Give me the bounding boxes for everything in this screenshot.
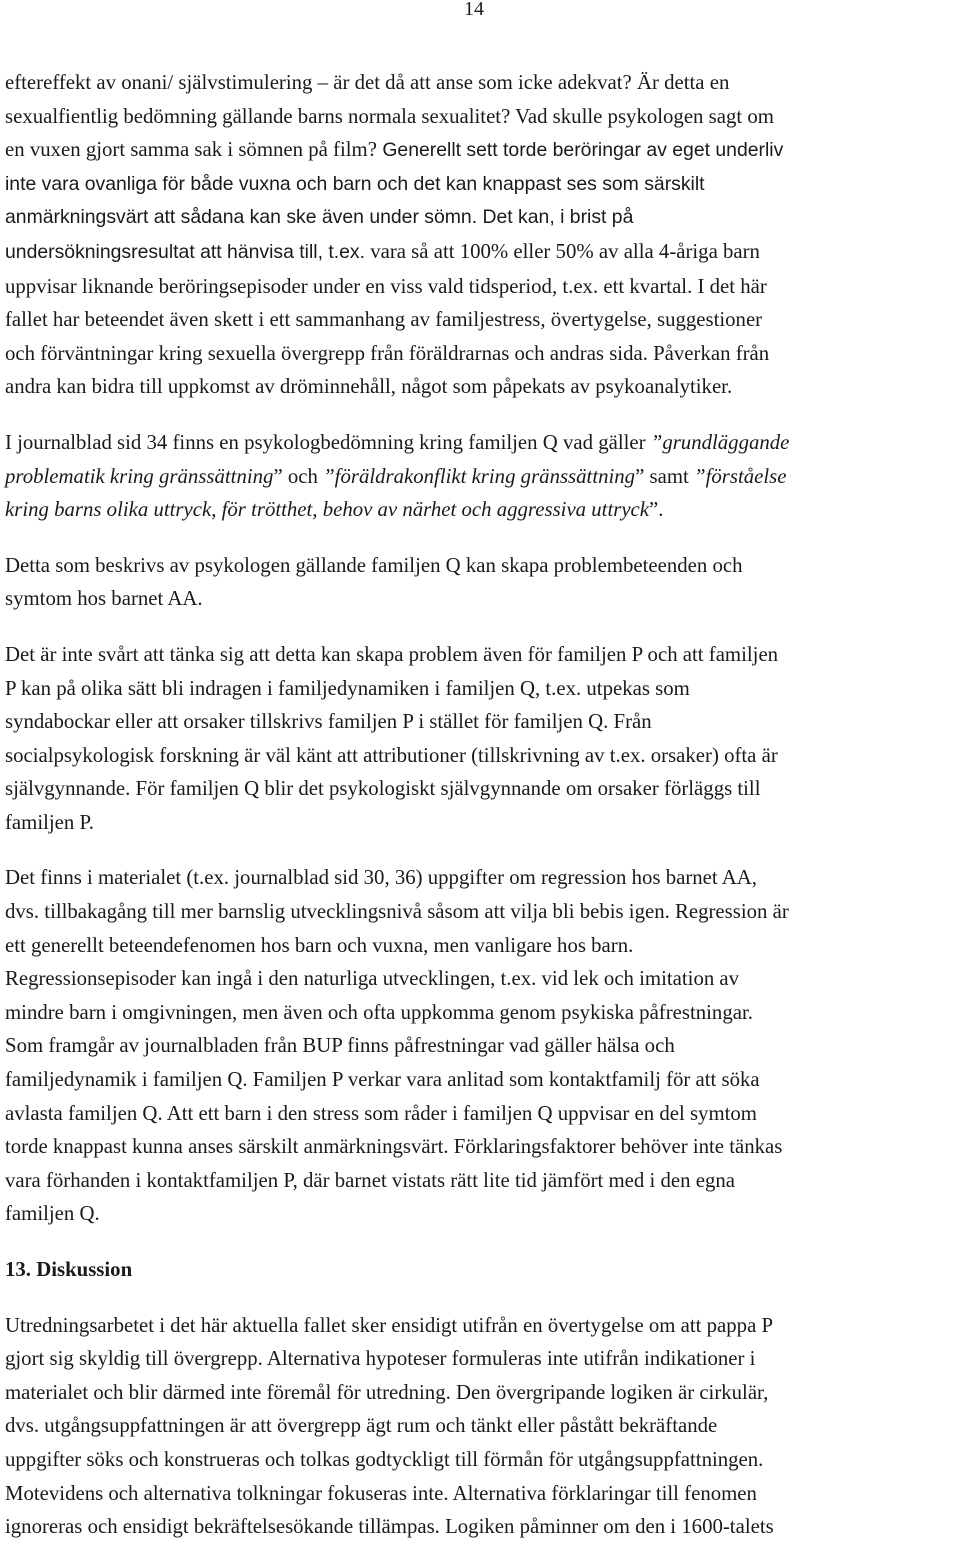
- text-line: gjort sig skyldig till övergrepp. Alternativa hypoteser formuleras inte utifrån indikationer i: [5, 1347, 756, 1371]
- text-line: avlasta familjen Q. Att ett barn i den stress som råder i familjen Q uppvisar en del symtom: [5, 1101, 757, 1125]
- text-line: syndabockar eller att orsaker tillskrivs familjen P i stället för familjen Q. Från: [5, 710, 652, 734]
- text-line: undersökningsresultat att hänvisa till, t.ex. vara så att 100% eller 50% av alla 4-åriga barn: [5, 239, 760, 263]
- text-line: kring barns olika uttryck, för trötthet, behov av närhet och aggressiva uttryck”.: [5, 498, 664, 522]
- text-line: Som framgår av journalbladen från BUP finns påfrestningar vad gäller hälsa och: [5, 1034, 675, 1058]
- text-line: dvs. tillbakagång till mer barnslig utvecklingsnivå såsom att vilja bli bebis igen. Regression är: [5, 900, 789, 924]
- text-line: fallet har beteendet även skett i ett sammanhang av familjestress, övertygelse, suggestioner: [5, 308, 763, 332]
- text-line: Detta som beskrivs av psykologen gällande familjen Q kan skapa problembeteenden och: [5, 553, 743, 577]
- paragraph-regression: [5, 861, 955, 1231]
- paragraph-symtom: [5, 549, 955, 616]
- document-body: [5, 66, 955, 1544]
- text-line: mindre barn i omgivningen, men även och ofta uppkomma genom psykiska påfrestningar.: [5, 1000, 753, 1024]
- text-line: ignoreras och ensidigt bekräftelsesökande tillämpas. Logiken påminner om den i 1600-talets: [5, 1515, 774, 1539]
- text-line: sexualfientlig bedömning gällande barns normala sexualitet? Vad skulle psykologen sagt om: [5, 104, 774, 128]
- text-line: vara förhanden i kontaktfamiljen P, där barnet vistats rätt lite tid jämfört med i den egna: [5, 1168, 735, 1192]
- text-line: symtom hos barnet AA.: [5, 587, 203, 611]
- paragraph-diskussion: [5, 1309, 955, 1544]
- text-line: ett generellt beteendefenomen hos barn och vuxna, men vanligare hos barn.: [5, 933, 634, 957]
- text-line: dvs. utgångsuppfattningen är att övergrepp ägt rum och tänkt eller påstått bekräftande: [5, 1414, 718, 1438]
- text-line: materialet och blir därmed inte föremål för utredning. Den övergripande logiken är cirkulär,: [5, 1380, 769, 1404]
- page-number: 14: [464, 0, 484, 20]
- paragraph-journalblad: [5, 426, 955, 527]
- text-line: och förväntningar kring sexuella övergrepp från föräldrarnas och andras sida. Påverkan från: [5, 341, 770, 365]
- text-line: familjedynamik i familjen Q. Familjen P verkar vara anlitad som kontaktfamilj för att söka: [5, 1068, 760, 1092]
- paragraph-familjen-p: [5, 638, 955, 840]
- text-line: familjen P.: [5, 810, 94, 834]
- text-line: Motevidens och alternativa tolkningar fokuseras inte. Alternativa förklaringar till fenomen: [5, 1481, 757, 1505]
- paragraph-onani: [5, 66, 955, 404]
- text-line: Det är inte svårt att tänka sig att detta kan skapa problem även för familjen P och att familjen: [5, 642, 779, 666]
- text-line: inte vara ovanliga för både vuxna och barn och det kan knappast ses som särskilt: [5, 172, 705, 195]
- section-heading: 13. Diskussion: [5, 1258, 133, 1281]
- text-line: Regressionsepisoder kan ingå i den naturliga utvecklingen, t.ex. vid lek och imitation av: [5, 967, 740, 991]
- text-line: självgynnande. För familjen Q blir det psykologiskt självgynnande om orsaker förläggs till: [5, 777, 761, 801]
- text-line: problematik kring gränssättning” och ”föräldrakonflikt kring gränssättning” samt ”förståelse: [5, 464, 787, 488]
- text-line: familjen Q.: [5, 1202, 100, 1226]
- text-line: socialpsykologisk forskning är väl känt att attributioner (tillskrivning av t.ex. orsaker) ofta är: [5, 743, 778, 767]
- text-line: I journalblad sid 34 finns en psykologbedömning kring familjen Q vad gäller ”grundläggande: [5, 430, 790, 454]
- text-line: P kan på olika sätt bli indragen i familjedynamiken i familjen Q, t.ex. utpekas som: [5, 676, 690, 700]
- text-line: Det finns i materialet (t.ex. journalblad sid 30, 36) uppgifter om regression hos barnet AA,: [5, 866, 757, 890]
- text-line: torde knappast kunna anses särskilt anmärkningsvärt. Förklaringsfaktorer behöver inte tänkas: [5, 1135, 783, 1159]
- text-line: uppvisar liknande beröringsepisoder under en viss vald tidsperiod, t.ex. ett kvartal. I det här: [5, 274, 767, 298]
- text-line: uppgifter söks och konstrueras och tolkas godtyckligt till förmån för utgångsuppfattningen.: [5, 1447, 764, 1471]
- text-line: Utredningsarbetet i det här aktuella fallet sker ensidigt utifrån en övertygelse om att pappa P: [5, 1313, 774, 1337]
- text-line: anmärkningsvärt att sådana kan ske även under sömn. Det kan, i brist på: [5, 206, 634, 229]
- text-line: andra kan bidra till uppkomst av dröminnehåll, något som påpekats av psykoanalytiker.: [5, 375, 733, 399]
- text-line: en vuxen gjort samma sak i sömnen på film? Generellt sett torde beröringar av eget underliv: [5, 138, 784, 162]
- text-line: eftereffekt av onani/ självstimulering – är det då att anse som icke adekvat? Är detta en: [5, 71, 730, 94]
